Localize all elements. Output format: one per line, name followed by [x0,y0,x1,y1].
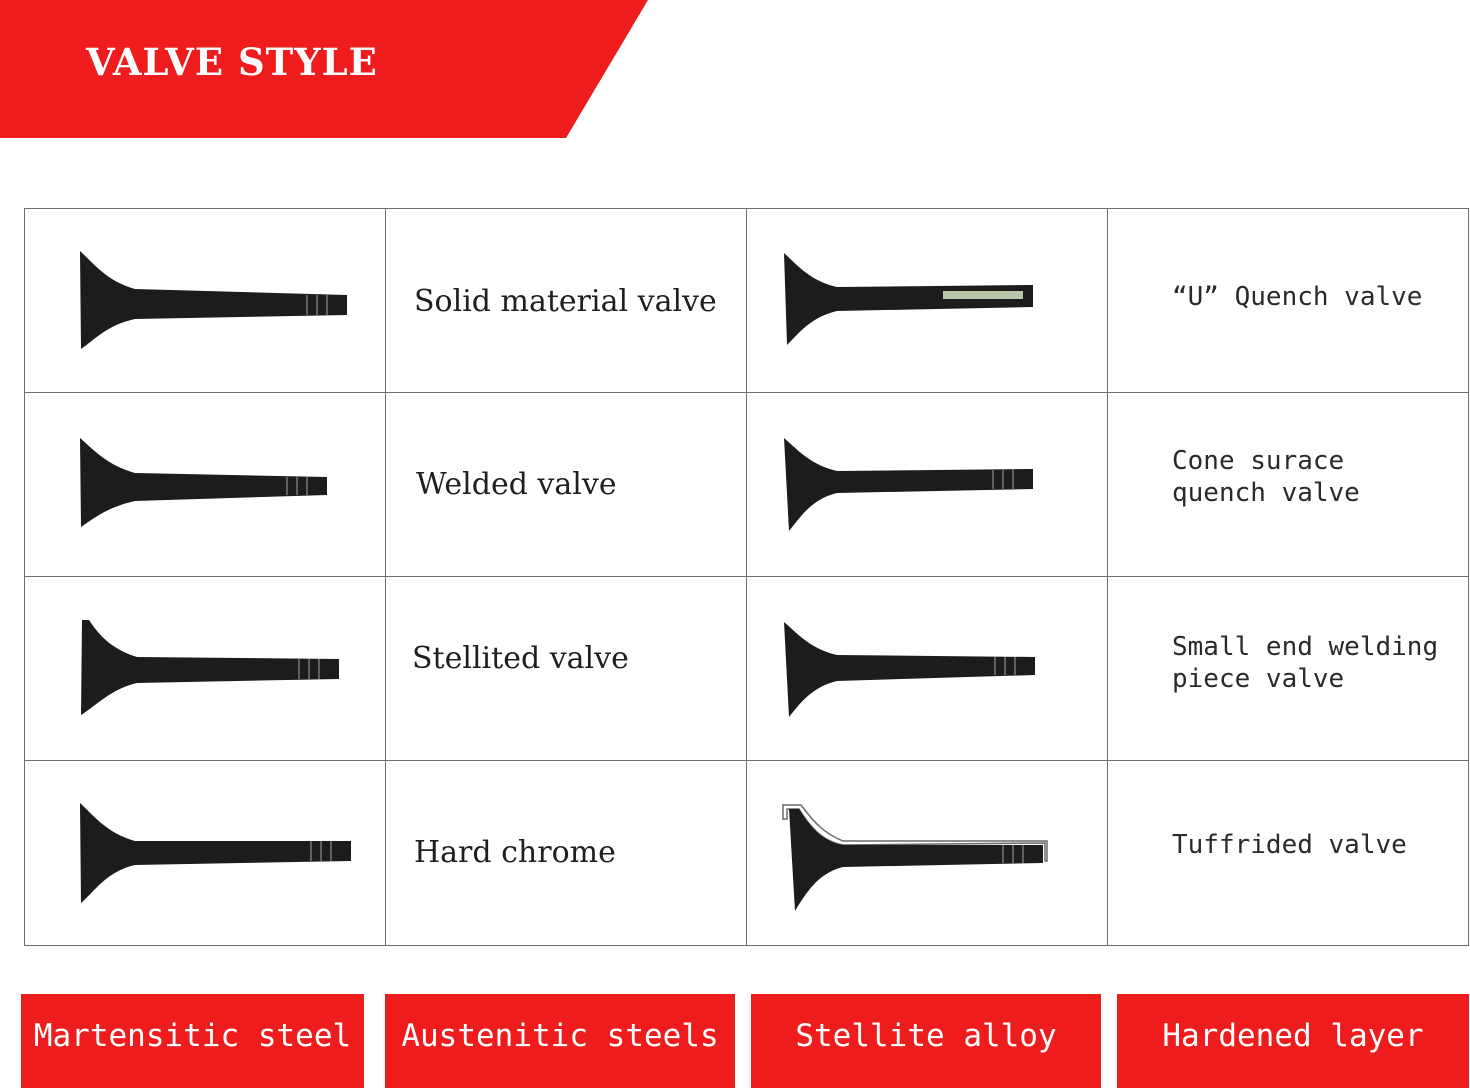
valve-label-cell [1108,577,1469,761]
valve-label-cell [386,209,747,393]
header-banner [0,0,650,138]
valve-image-cell [25,577,386,761]
valve-label-cell [1108,393,1469,577]
valve-image-cell [25,393,386,577]
valve-style-table [24,208,1469,946]
stellited-valve-icon [25,577,385,760]
valve-label-u-quench: “U” Quench valve [1172,282,1423,312]
label-line: Cone surace [1172,446,1345,476]
hard-chrome-valve-icon [25,761,385,945]
label-line: piece valve [1172,664,1345,694]
valve-image-cell [747,577,1108,761]
valve-label-cell [1108,209,1469,393]
valve-image-cell [25,209,386,393]
welded-valve-icon [25,393,385,576]
small-end-welding-valve-icon [747,577,1107,760]
material-tag-martensitic [21,994,364,1088]
page-title: VALVE STYLE [86,40,378,84]
material-tag-austenitic [385,994,735,1088]
solid-valve-icon [25,209,385,392]
valve-label-cell [386,761,747,946]
valve-image-cell [747,761,1108,946]
cone-surface-quench-valve-icon [747,393,1107,576]
valve-label-small-end [1172,631,1438,695]
valve-label-hard-chrome: Hard chrome [414,835,616,870]
material-tag-label: Stellite alloy [795,1018,1057,1054]
material-tag-label: Austenitic steels [401,1018,719,1054]
valve-label-stellited: Stellited valve [412,641,629,676]
valve-label-solid: Solid material valve [414,284,717,319]
valve-label-cell [1108,761,1469,946]
valve-image-cell [747,393,1108,577]
valve-image-cell [25,761,386,946]
valve-label-cone-surface [1172,445,1360,509]
material-tag-label: Martensitic steel [33,1018,352,1054]
valve-label-welded: Welded valve [416,467,617,502]
material-tag-hardened [1117,994,1469,1088]
valve-label-cell [386,393,747,577]
tuffrided-valve-icon [747,761,1107,945]
valve-label-cell [386,577,747,761]
material-legend [0,994,1470,1088]
u-quench-valve-icon [747,209,1107,392]
material-tag-label: Hardened layer [1162,1018,1424,1054]
label-line: Small end welding [1172,632,1439,662]
valve-label-tuffrided: Tuffrided valve [1172,830,1407,860]
valve-image-cell [747,209,1108,393]
label-line: quench valve [1172,478,1360,508]
material-tag-stellite [751,994,1101,1088]
